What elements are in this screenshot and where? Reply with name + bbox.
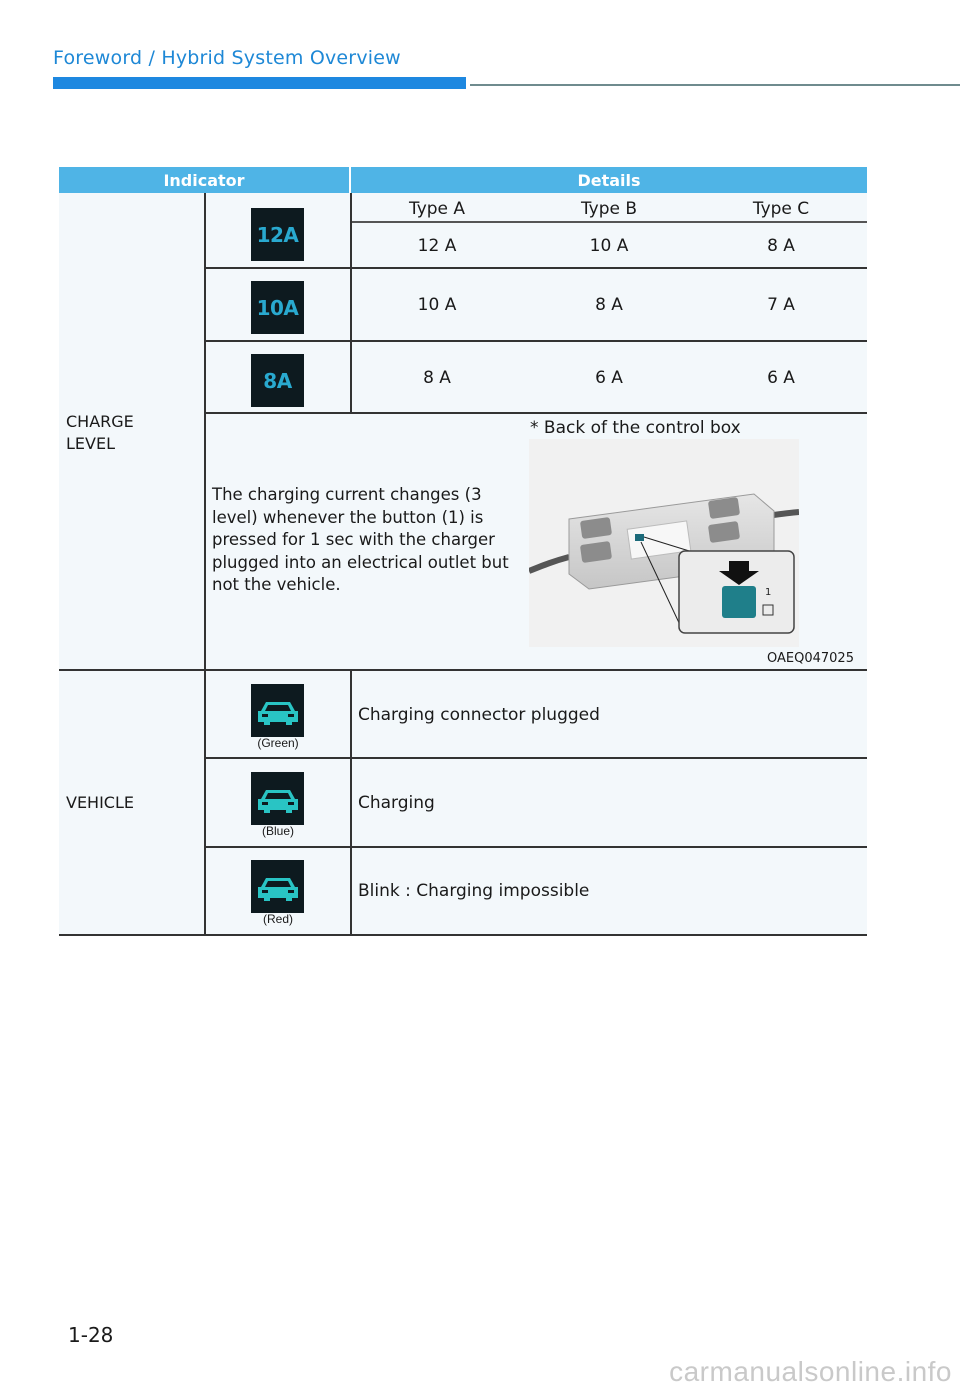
car-blue-icon: [251, 772, 304, 825]
rule: [59, 669, 867, 671]
row3-type-a: 8 A: [423, 368, 451, 388]
rule: [352, 221, 867, 223]
car-icon-shape: [256, 784, 300, 814]
col-header-indicator: Indicator: [59, 167, 349, 193]
charge-level-note: The charging current changes (3 level) whenever the button (1) is pressed for 1 sec with the charger plugged into an electrical outlet but not the vehicle.: [212, 485, 509, 594]
rule: [206, 412, 867, 414]
vehicle-desc-impossible: Blink : Charging impossible: [358, 881, 590, 901]
rule: [350, 670, 352, 934]
charge-12a-icon-text: 12A: [256, 222, 299, 247]
charge-level-label: [66, 411, 134, 455]
control-box-photo: [529, 439, 799, 647]
rule: [206, 267, 867, 269]
header-title: Foreword / Hybrid System Overview: [53, 47, 401, 69]
row1-type-a: 12 A: [417, 236, 457, 256]
type-b-header: Type B: [580, 199, 638, 219]
page-number: 1-28: [68, 1323, 114, 1347]
rule: [350, 193, 352, 412]
row1-type-c: 8 A: [767, 236, 795, 256]
rule: [59, 934, 867, 936]
col-header-details: Details: [351, 167, 867, 193]
control-box-illustration: [529, 439, 799, 647]
charge-10a-icon-text: 10A: [256, 295, 299, 320]
row3-type-b: 6 A: [595, 368, 623, 388]
header-rule: [470, 84, 960, 86]
row2-type-b: 8 A: [595, 295, 623, 315]
header-bar: [53, 77, 466, 89]
car-icon-shape: [256, 872, 300, 902]
row2-type-c: 7 A: [767, 295, 795, 315]
row2-type-a: 10 A: [417, 295, 457, 315]
car-icon-shape: [256, 696, 300, 726]
photo-callout-number: 1: [765, 587, 772, 598]
rule: [206, 757, 867, 759]
vehicle-desc-charging: Charging: [358, 793, 435, 813]
charge-8a-icon-text: 8A: [263, 368, 292, 393]
type-a-header: Type A: [408, 199, 466, 219]
vehicle-label: VEHICLE: [66, 793, 134, 812]
blue-caption: (Blue): [261, 824, 294, 838]
row1-type-b: 10 A: [589, 236, 629, 256]
car-green-icon: [251, 684, 304, 737]
charge-level-label-line2: LEVEL: [66, 434, 115, 453]
photo-code: OAEQ047025: [767, 651, 854, 666]
charge-10a-icon: [251, 281, 304, 334]
vehicle-desc-connected: Charging connector plugged: [358, 705, 600, 725]
type-c-header: Type C: [752, 199, 810, 219]
rule: [206, 340, 867, 342]
red-caption: (Red): [262, 912, 293, 926]
footer-watermark[interactable]: carmanualsonline.info: [669, 1356, 952, 1387]
green-caption: (Green): [257, 736, 299, 750]
row3-type-c: 6 A: [767, 368, 795, 388]
charge-8a-icon: [251, 354, 304, 407]
charge-12a-icon: [251, 208, 304, 261]
rule: [204, 193, 206, 934]
photo-title: * Back of the control box: [530, 418, 741, 438]
charge-level-label-line1: CHARGE: [66, 412, 134, 431]
rule: [206, 846, 867, 848]
car-red-icon: [251, 860, 304, 913]
